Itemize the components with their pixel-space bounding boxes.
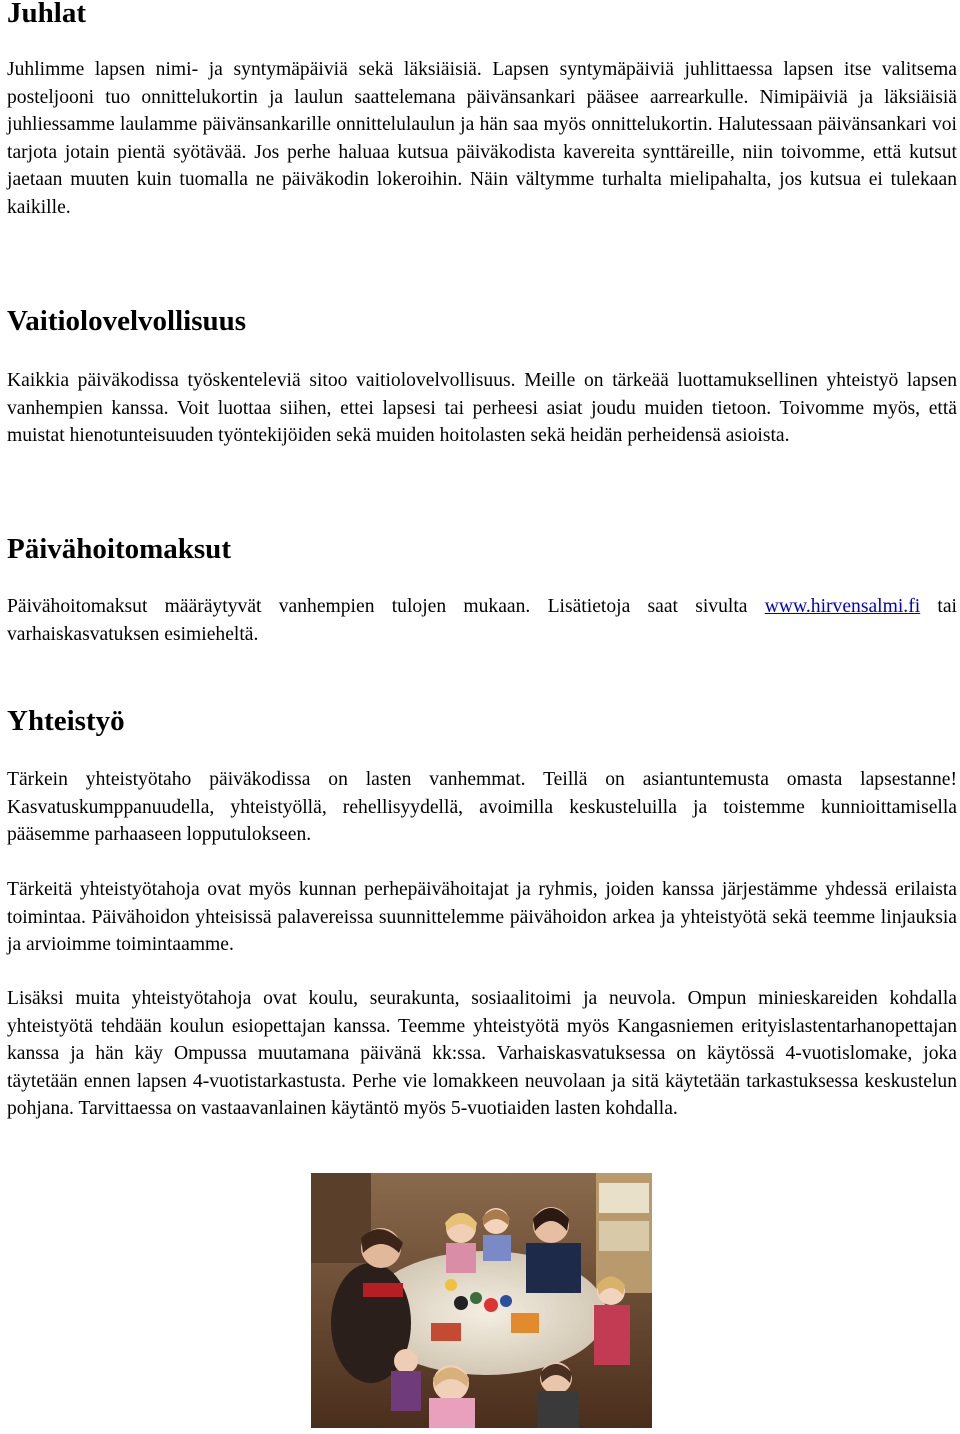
heading-juhlat: Juhlat [7, 0, 86, 29]
heading-vaitiolovelvollisuus: Vaitiolovelvollisuus [7, 305, 247, 337]
section-yhteistyo-p3 [7, 985, 957, 1123]
maksut-text-after: tai varhaiskasvatuksen esimieheltä. [7, 596, 958, 645]
paragraph-paivahoitomaksut [7, 593, 957, 648]
heading-paivahoitomaksut: Päivähoitomaksut [7, 533, 231, 565]
children-crafting-photo [311, 1173, 652, 1428]
paragraph-vaitiolovelvollisuus: Kaikkia päiväkodissa työskenteleviä sitoo vaitiolovelvollisuus. Meille on tärkeää luottamuksellinen yhteistyö lapsen vanhempien kanssa. Voit luottaa siihen, ettei lapsesi tai perheesi asiat joudu muiden tietoon. Toivomme myös, että muistat hienotunteisuuden työntekijöiden sekä muiden hoitolasten sekä heidän perheidensä asioista. [7, 370, 957, 447]
maksut-text-before: Päivähoitomaksut määräytyvät vanhempien tulojen mukaan. Lisätietoja saat sivulta [7, 596, 765, 617]
photo-illustration [311, 1173, 652, 1428]
paragraph-yhteistyo-3: Lisäksi muita yhteistyötahoja ovat koulu, seurakunta, sosiaalitoimi ja neuvola. Ompun minieskareiden kohdalla yhteistyötä tehdään koulun esiopettajan kanssa. Teemme yhteistyötä myös Kangasniemen erityislastentarhanopettajan kanssa ja hän käy Ompussa muutamana päivänä kk:ssa. Varhaiskasvatuksessa on käytössä 4-vuotislomake, joka täytetään ennen lapsen 4-vuotistarkastusta. Perhe vie lomakkeen neuvolaan ja sitä käytetään tarkastuksessa keskustelun pohjana. Tarvittaessa on vastaavanlainen käytäntö myös 5-vuotiaiden lasten kohdalla. [7, 988, 957, 1120]
section-yhteistyo-p2 [7, 876, 957, 959]
paragraph-juhlat: Juhlimme lapsen nimi- ja syntymäpäiviä sekä läksiäisiä. Lapsen syntymäpäiviä juhlittaessa lapsen itse valitsema posteljooni tuo onnittelukortin ja laulun saattelemana päivänsankari pääsee aarrearkulle. Nimipäiviä ja läksiäisiä juhliessamme laulamme päivänsankarille onnittelulaulun ja hän saa myös onnittelukortin. Halutessaan päivänsankari voi tarjota jotain pientä syötävää. Jos perhe haluaa kutsua päiväkodista kavereita synttäreille, niin toivomme, että kutsut jaetaan muuten kuin tuomalla ne päiväkodin lokeroihin. Näin vältymme turhalta mielipahalta, jos kutsua ei tulekaan kaikille. [7, 59, 957, 218]
hirvensalmi-link[interactable]: www.hirvensalmi.fi [764, 596, 921, 617]
section-juhlat [7, 56, 957, 222]
section-yhteistyo-p1 [7, 766, 957, 849]
paragraph-yhteistyo-2: Tärkeitä yhteistyötahoja ovat myös kunnan perhepäivähoitajat ja ryhmis, joiden kanssa järjestämme yhdessä erilaista toimintaa. Päivähoidon yhteisissä palavereissa suunnittelemme päivähoidon arkea ja yhteistyötä sekä teemme linjauksia ja arvioimme toimintaamme. [7, 879, 957, 956]
section-vaitiolovelvollisuus [7, 367, 957, 450]
heading-yhteistyo: Yhteistyö [7, 705, 125, 737]
section-paivahoitomaksut [7, 593, 957, 648]
paragraph-yhteistyo-1: Tärkein yhteistyötaho päiväkodissa on lasten vanhemmat. Teillä on asiantuntemusta omasta lapsestanne! Kasvatuskumppanuudella, yhteistyöllä, rehellisyydellä, avoimilla keskusteluilla ja toistemme kunnioittamisella pääsemme parhaaseen lopputulokseen. [7, 769, 957, 846]
